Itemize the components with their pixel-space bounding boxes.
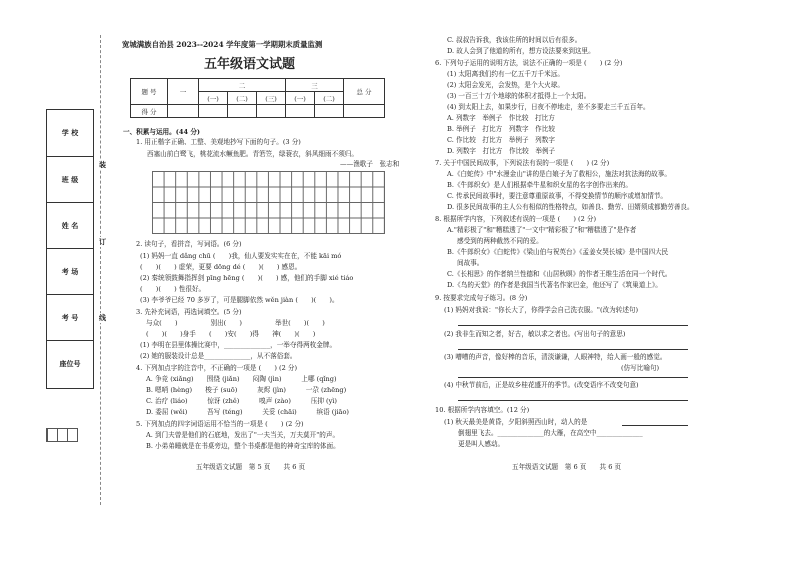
q3-words2: ( )( )身手 ( )安( )得 神( )( ) xyxy=(146,330,316,338)
school-label: 学 校 xyxy=(61,129,79,137)
student-info-box xyxy=(46,109,94,389)
answer-line[interactable] xyxy=(458,349,688,350)
sub-4: (一) xyxy=(286,92,315,105)
q4-option-b: B. 嗯哨 (hèng) 梭子 (suō) 灰烬 (jìn) 一尕 (zhēng) xyxy=(146,386,347,394)
col-total: 总 分 xyxy=(344,79,385,105)
answer-line[interactable] xyxy=(458,400,688,401)
section-heading: 一、积累与运用。(44 分) xyxy=(123,128,201,136)
q5-option-d: D. 故人会到了他道的所有，想方设法要来到这里。 xyxy=(447,47,595,55)
q6-s2: (2) 太阳会发光，会发热，是个大火球。 xyxy=(447,81,564,89)
q4-option-c: C. 治疗 (liáo) 惊讶 (zhě) 嗅声 (zào) 压抑 (yì) xyxy=(146,397,338,405)
left-footer: 五年级语文试题 第 5 页 共 6 页 xyxy=(196,463,306,471)
score-cell[interactable] xyxy=(344,105,385,118)
q8-option-b-cont: 间故事。 xyxy=(457,259,484,267)
q2-text: 2. 读句子，看拼音，写词语。(6 分) xyxy=(136,240,242,248)
col-part1: 一 xyxy=(168,79,199,105)
score-cell[interactable] xyxy=(168,105,199,118)
q5-option-a: A. 到门夫曾是他们的石底地，发出了"一夫当关，万夫莫开"的声。 xyxy=(146,431,340,439)
score-cell[interactable] xyxy=(199,105,228,118)
q1-author: ——渔歌子 张志和 xyxy=(340,160,400,168)
q5-option-b: B. 小弟弟睡就是在书桌旁边，整个书桌都是他的神奇宝库的体面。 xyxy=(146,442,340,450)
q10-s1-cont: 倒翅里飞去。______________的大雁，在高空中______________ xyxy=(458,429,643,437)
q6-option-c: C. 作比较 打比方 举例子 列数字 xyxy=(447,136,555,144)
answer-line[interactable] xyxy=(458,377,688,378)
exam-number-label: 考 号 xyxy=(47,294,93,341)
q1-poem: 西塞山前白鹭飞，桃花流水鳜鱼肥。青箬笠，绿蓑衣，斜风细雨不须归。 xyxy=(147,150,358,158)
q9-s3-note: (仿写比喻句) xyxy=(621,364,660,372)
q2-line2: ( )( ) 虚荣，更要 dōng dé ( )( ) 感恩。 xyxy=(140,263,302,271)
writing-grid[interactable] xyxy=(152,171,385,234)
q6-option-a: A. 列数字 举例子 作比较 打比方 xyxy=(447,114,555,122)
q7-option-d: D. 很多民间故事的主人公有相似的性格特点，如善良、勤劳、田婿须成都勤劳善良。 xyxy=(447,203,694,211)
col-part2: 二 xyxy=(199,79,286,92)
q9-s3: (3) 嘈嘈的声音，像好棒的音乐，清淡谦谦，人眼神特，给人画一般的感觉。 xyxy=(444,353,667,361)
seal-char-zhuang: 装 xyxy=(99,161,106,169)
q1-text: 1. 用正楷字正确、工整、美观地抄写下面的句子。(3 分) xyxy=(136,138,301,146)
q6-s4: (4) 到太阳上去，如果步行，日夜不停地走，差不多要走三千五百年。 xyxy=(447,103,650,111)
q4-text: 4. 下列加点字的注音中，不正确的一项是 ( ) (2 分) xyxy=(136,364,298,372)
q8-option-c: C.《长相思》的作者纳兰性德和《山居秋暝》的作者王维生活在同一个时代。 xyxy=(447,270,672,278)
exam-room-label: 考 场 xyxy=(47,248,93,295)
q2-line1: (1) 妈妈一直 dǎng chū ( )我，仙人要发实实在在，不能 kāi mó xyxy=(140,252,342,260)
q9-s1: (1) 妈妈对我说："你长大了，你得学会自己洗衣服。"(改为转述句) xyxy=(444,306,639,314)
q7-option-a: A.《白蛇传》中"水漫金山"讲的是白娘子为了救相公，施法对抗法海的故事。 xyxy=(447,170,671,178)
q6-s3: (3) 一百三十万个地球的体积才抵得上一个太阳。 xyxy=(447,92,591,100)
q8-option-a: A."精彩极了"和"糟糕透了"一文中"精彩极了"和"糟糕透了"是作者 xyxy=(447,226,637,234)
score-cell[interactable] xyxy=(228,105,257,118)
q3-sentence1: (1) 李明在县里体操比赛中，______________，一举夺得两枚金牌。 xyxy=(140,341,337,349)
q6-text: 6. 下列句子运用的说明方法，说法不正确的一项是 ( ) (2 分) xyxy=(435,59,623,67)
q9-s4: (4) 中秋节前后，正是故乡桂花盛开的季节。(改变语序不改变句意) xyxy=(444,381,639,389)
q8-text: 8. 根据所学内容，下列叙述有误的一项是 ( ) (2 分) xyxy=(435,215,597,223)
q2-line3: (2) 秦统领鼓舞指挥剑 pīng hēng ( )( ) 感，他们的手脚 xié tiáo xyxy=(140,274,354,282)
sub-5: (二) xyxy=(315,92,344,105)
q7-text: 7. 关于中国民间故事，下列说法有误的一项是 ( ) (2 分) xyxy=(435,159,610,167)
q4-option-d: D. 委屈 (wěi) 吾写 (téng) 关妥 (chāi) 缤语 (jiāo) xyxy=(146,408,350,416)
sub-3: (三) xyxy=(257,92,286,105)
q3-sentence2: (2) 她的服装设计总是______________，从不落俗套。 xyxy=(140,352,297,360)
mini-grid xyxy=(46,428,78,442)
score-cell[interactable] xyxy=(315,105,344,118)
answer-line[interactable] xyxy=(622,425,688,426)
q8-option-a-cont: 感受到的两种截然不同的爱。 xyxy=(457,237,543,245)
q6-option-b: B. 举例子 打比方 列数字 作比较 xyxy=(447,125,555,133)
q7-option-b: B.《牛郎织女》是人们根据牵牛星和织女星的名字创作出来的。 xyxy=(447,181,632,189)
q7-option-c: C. 传承民间故事时，要注意尊重原故事，不得变换情节的顺序或增加情节。 xyxy=(447,192,668,200)
q2-line4: ( )( ) 性很好。 xyxy=(140,285,206,293)
q9-text: 9. 按要求完成句子练习。(8 分) xyxy=(435,294,528,302)
q8-option-d: D.《鸟的天堂》的作者是我国当代著名作家巴金，他还写了《筑巢道上》。 xyxy=(447,281,662,289)
q3-words1: 与众( ) 别出( ) 举世( )( ) xyxy=(146,319,325,327)
score-label: 得 分 xyxy=(131,105,168,118)
q6-option-d: D. 列数字 打比方 作比较 举例子 xyxy=(447,147,556,155)
q10-text: 10. 根据所学内容填空。(12 分) xyxy=(435,406,530,414)
sub-1: (一) xyxy=(199,92,228,105)
score-cell[interactable] xyxy=(286,105,315,118)
col-part3: 三 xyxy=(286,79,344,92)
seat-label: 座位号 xyxy=(47,340,93,387)
seal-char-xian: 线 xyxy=(99,314,106,322)
q3-text: 3. 先补充词语，再选词填空。(5 分) xyxy=(136,308,242,316)
q5-text: 5. 下列加点的四字词语运用不恰当的一项是 ( ) (2 分) xyxy=(136,420,304,428)
col-question: 题 号 xyxy=(131,79,168,105)
q9-s2: (2) 我非生而知之者，好古，敏以求之者也。(写出句子的意思) xyxy=(444,330,626,338)
sub-2: (二) xyxy=(228,92,257,105)
name-label: 姓 名 xyxy=(47,202,93,249)
right-footer: 五年级语文试题 第 6 页 共 6 页 xyxy=(512,463,622,471)
exam-title: 五年级语文试题 xyxy=(204,57,296,72)
answer-line[interactable] xyxy=(458,325,688,326)
score-cell[interactable] xyxy=(257,105,286,118)
q8-option-b: B.《牛郎织女》《白蛇传》《梁山伯与祝英台》《孟姜女哭长城》是中国四大民 xyxy=(447,248,669,256)
q6-s1: (1) 太阳离我们约有一亿五千万千米远。 xyxy=(447,70,564,78)
seal-char-ding: 订 xyxy=(99,238,106,246)
binding-line xyxy=(100,35,101,505)
exam-subtitle: 宽城满族自治县 2023--2024 学年度第一学期期末质量监测 xyxy=(122,40,323,49)
score-table xyxy=(130,78,385,118)
class-label: 班 级 xyxy=(47,156,93,203)
q10-s1-end: 更是叫人感动。 xyxy=(458,440,505,448)
q4-option-a: A. 争竞 (xiǎng) 围绕 (jiǎn) 闷陶 (jìn) 上哪 (qǐng) xyxy=(146,375,337,383)
q10-s1: (1) 秋天最美是黄昏，夕阳斜照西山时，动人的是 xyxy=(444,418,588,426)
q5-option-c: C. 叔叔告诉我，我该住所的时间以后有很多。 xyxy=(447,36,582,44)
q2-line5: (3) 李爷爷已经 70 多岁了，可是腿脚依然 wěn jiàn ( )( )。 xyxy=(140,296,339,304)
